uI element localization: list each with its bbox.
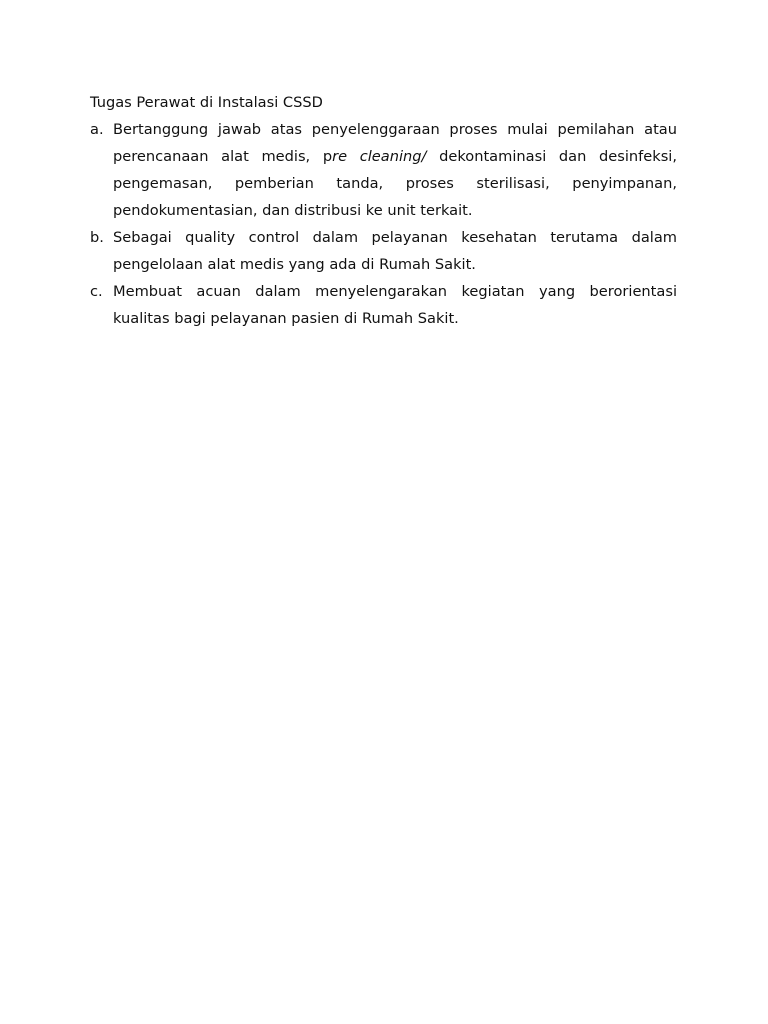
task-item-marker: b. <box>90 229 104 246</box>
task-item-marker: a. <box>90 121 104 138</box>
text-segment: Bertanggung jawab atas penyelenggaraan proses mulai pemilahan atau perencanaan alat medis, p <box>113 121 677 165</box>
task-item-text <box>113 229 677 273</box>
task-item <box>90 224 677 278</box>
task-item-text <box>113 121 677 219</box>
document-content <box>90 89 677 332</box>
italic-text-segment: re cleaning/ <box>332 148 427 165</box>
text-segment: Membuat acuan dalam menyelengarakan kegiatan yang berorientasi kualitas bagi pelayanan pasien di Rumah Sakit. <box>113 283 677 327</box>
task-item <box>90 116 677 224</box>
text-segment: Sebagai quality control dalam pelayanan kesehatan terutama dalam pengelolaan alat medis yang ada di Rumah Sakit. <box>113 229 677 273</box>
task-item-text <box>113 283 677 327</box>
task-item-marker: c. <box>90 283 103 300</box>
task-item <box>90 278 677 332</box>
task-list <box>90 116 677 332</box>
text-segment: dekontaminasi dan desinfeksi, pengemasan, pemberian tanda, proses sterilisasi, penyimpanan, pendokumentasian, dan distribusi ke unit terkait. <box>113 148 677 219</box>
document-title: Tugas Perawat di Instalasi CSSD <box>90 94 323 111</box>
